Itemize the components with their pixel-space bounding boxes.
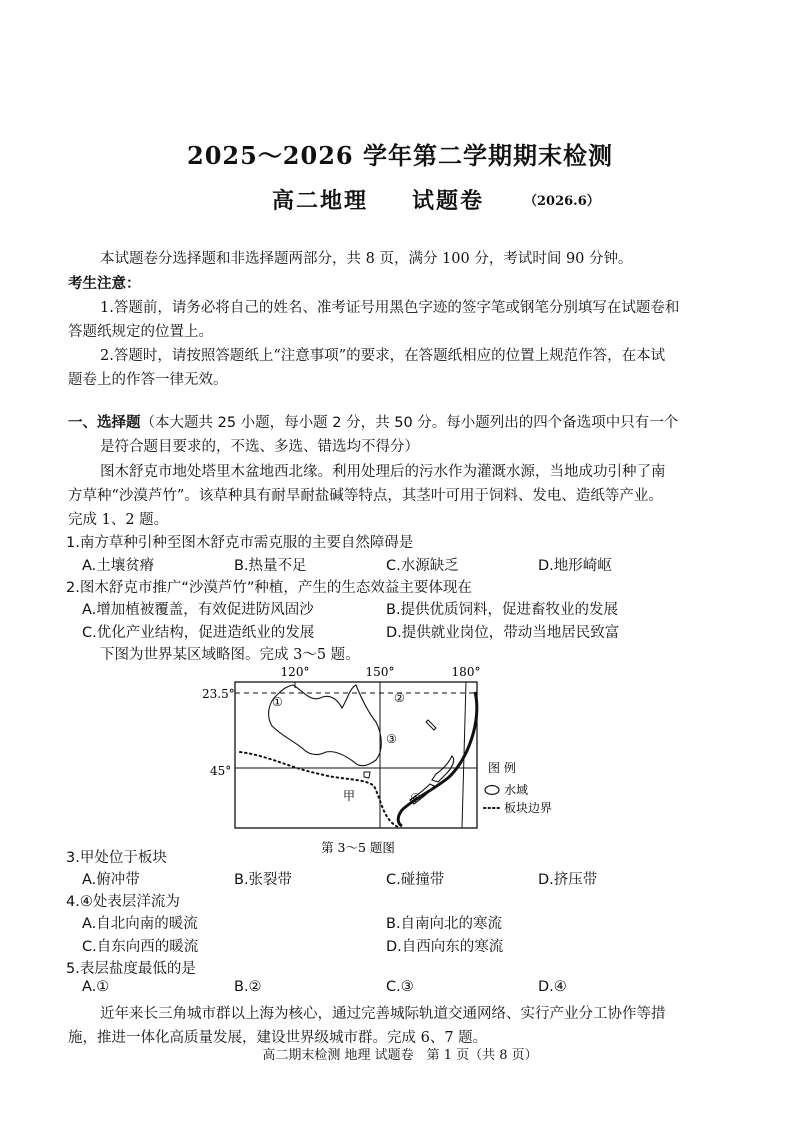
question-1-option-b: B.热量不足	[234, 558, 307, 574]
map-intro: 下图为世界某区域略图。完成 3～5 题。	[100, 647, 360, 663]
question-2-option-d: D.提供就业岗位，带动当地居民致富	[386, 625, 620, 641]
passage-1-line-3: 完成 1、2 题。	[68, 512, 169, 528]
lon-label-120: 120°	[280, 665, 310, 679]
question-3-stem: 3.甲处位于板块	[66, 850, 167, 866]
section-desc-cont: 是符合题目要求的，不选、多选、错选均不得分）	[100, 439, 419, 455]
exam-date: （2026.6）	[524, 194, 600, 209]
question-3-option-b: B.张裂带	[234, 872, 293, 888]
legend-water: 水域	[504, 783, 529, 797]
exam-subject: 高二地理	[272, 188, 369, 214]
question-5-option-a: A.①	[82, 979, 110, 995]
legend-title: 图 例	[488, 761, 516, 775]
tasmania-outline	[364, 772, 370, 778]
marker-1: ①	[272, 695, 283, 709]
new-zealand-north	[432, 756, 454, 782]
region-map	[190, 660, 600, 860]
question-3-option-a: A.俯冲带	[82, 872, 140, 888]
lat-label-23-5: 23.5°	[202, 687, 235, 701]
notice-item-2-cont: 题卷上的作答一律无效。	[68, 372, 228, 388]
australia-outline	[269, 685, 382, 766]
question-5-option-c: C.③	[386, 979, 414, 995]
question-5-option-b: B.②	[234, 979, 262, 995]
question-5-stem: 5.表层盐度最低的是	[66, 961, 196, 977]
notice-item-1-cont: 答题纸规定的位置上。	[68, 324, 213, 340]
question-1-option-d: D.地形崎岖	[538, 558, 612, 574]
question-1-option-c: C.水源缺乏	[386, 558, 459, 574]
intro-text: 本试题卷分选择题和非选择题两部分，共 8 页，满分 100 分，考试时间 90 分钟。	[100, 251, 633, 267]
exam-paper-label: 试题卷	[412, 188, 485, 214]
new-caledonia	[426, 720, 436, 730]
lon-label-150: 150°	[365, 665, 395, 679]
plate-boundary-line	[240, 752, 400, 828]
section-heading	[68, 411, 678, 432]
notice-heading: 考生注意：	[68, 276, 141, 292]
question-4-option-c: C.自东向西的暖流	[82, 939, 199, 955]
lat-label-45: 45°	[210, 764, 232, 778]
exam-title: 2025～2026 学年第二学期期末检测	[187, 141, 613, 170]
passage-1-line-1: 图木舒克市地处塔里木盆地西北缘。利用处理后的污水作为灌溉水源，当地成功引种了南	[100, 464, 666, 480]
question-2-stem: 2.图木舒克市推广“沙漠芦竹”种植，产生的生态效益主要体现在	[66, 580, 472, 596]
question-4-stem: 4.④处表层洋流为	[66, 894, 180, 910]
question-2-option-a: A.增加植被覆盖，有效促进防风固沙	[82, 602, 314, 618]
question-4-option-d: D.自西向东的寒流	[386, 939, 504, 955]
question-1-option-a: A.土壤贫瘠	[82, 558, 155, 574]
question-2-option-c: C.优化产业结构，促进造纸业的发展	[82, 625, 315, 641]
passage-2-line-2: 施，推进一体化高质量发展，建设世界级城市群。完成 6、7 题。	[68, 1030, 488, 1046]
question-1-stem: 1.南方草种引种至图木舒克市需克服的主要自然障碍是	[66, 535, 414, 551]
notice-item-2: 2.答题时，请按照答题纸上“注意事项”的要求，在答题纸相应的位置上规范作答，在本试	[100, 348, 666, 364]
question-3-option-d: D.挤压带	[538, 872, 598, 888]
section-title: 一、选择题	[68, 415, 141, 431]
page-footer: 高二期末检测 地理 试题卷 第 1 页（共 8 页）	[262, 1048, 538, 1063]
question-4-option-b: B.自南向北的寒流	[386, 916, 503, 932]
question-2-option-b: B.提供优质饲料，促进畜牧业的发展	[386, 602, 619, 618]
notice-item-1: 1.答题前，请务必将自己的姓名、准考证号用黑色字迹的签字笔或钢笔分别填写在试题卷和	[100, 300, 680, 316]
marker-2: ②	[394, 691, 405, 705]
lon-label-180: 180°	[451, 665, 481, 679]
legend-plate: 板块边界	[504, 801, 553, 815]
map-caption: 第 3～5 题图	[321, 840, 395, 855]
question-4-option-a: A.自北向南的暖流	[82, 916, 198, 932]
passage-1-line-2: 方草种“沙漠芦竹”。该草种具有耐旱耐盐碱等特点，其茎叶可用于饲料、发电、造纸等产业。	[68, 488, 663, 504]
marker-4: ④	[410, 791, 421, 805]
marker-3: ③	[386, 732, 397, 746]
question-3-option-c: C.碰撞带	[386, 872, 445, 888]
water-legend-icon	[485, 786, 499, 795]
passage-2-line-1: 近年来长三角城市群以上海为核心，通过完善城际轨道交通网络、实行产业分工协作等措	[100, 1006, 666, 1022]
jia-label: 甲	[343, 789, 356, 803]
section-desc: （本大题共 25 小题，每小题 2 分，共 50 分。每小题列出的四个备选项中只有一个	[140, 415, 679, 431]
question-5-option-d: D.④	[538, 979, 567, 995]
